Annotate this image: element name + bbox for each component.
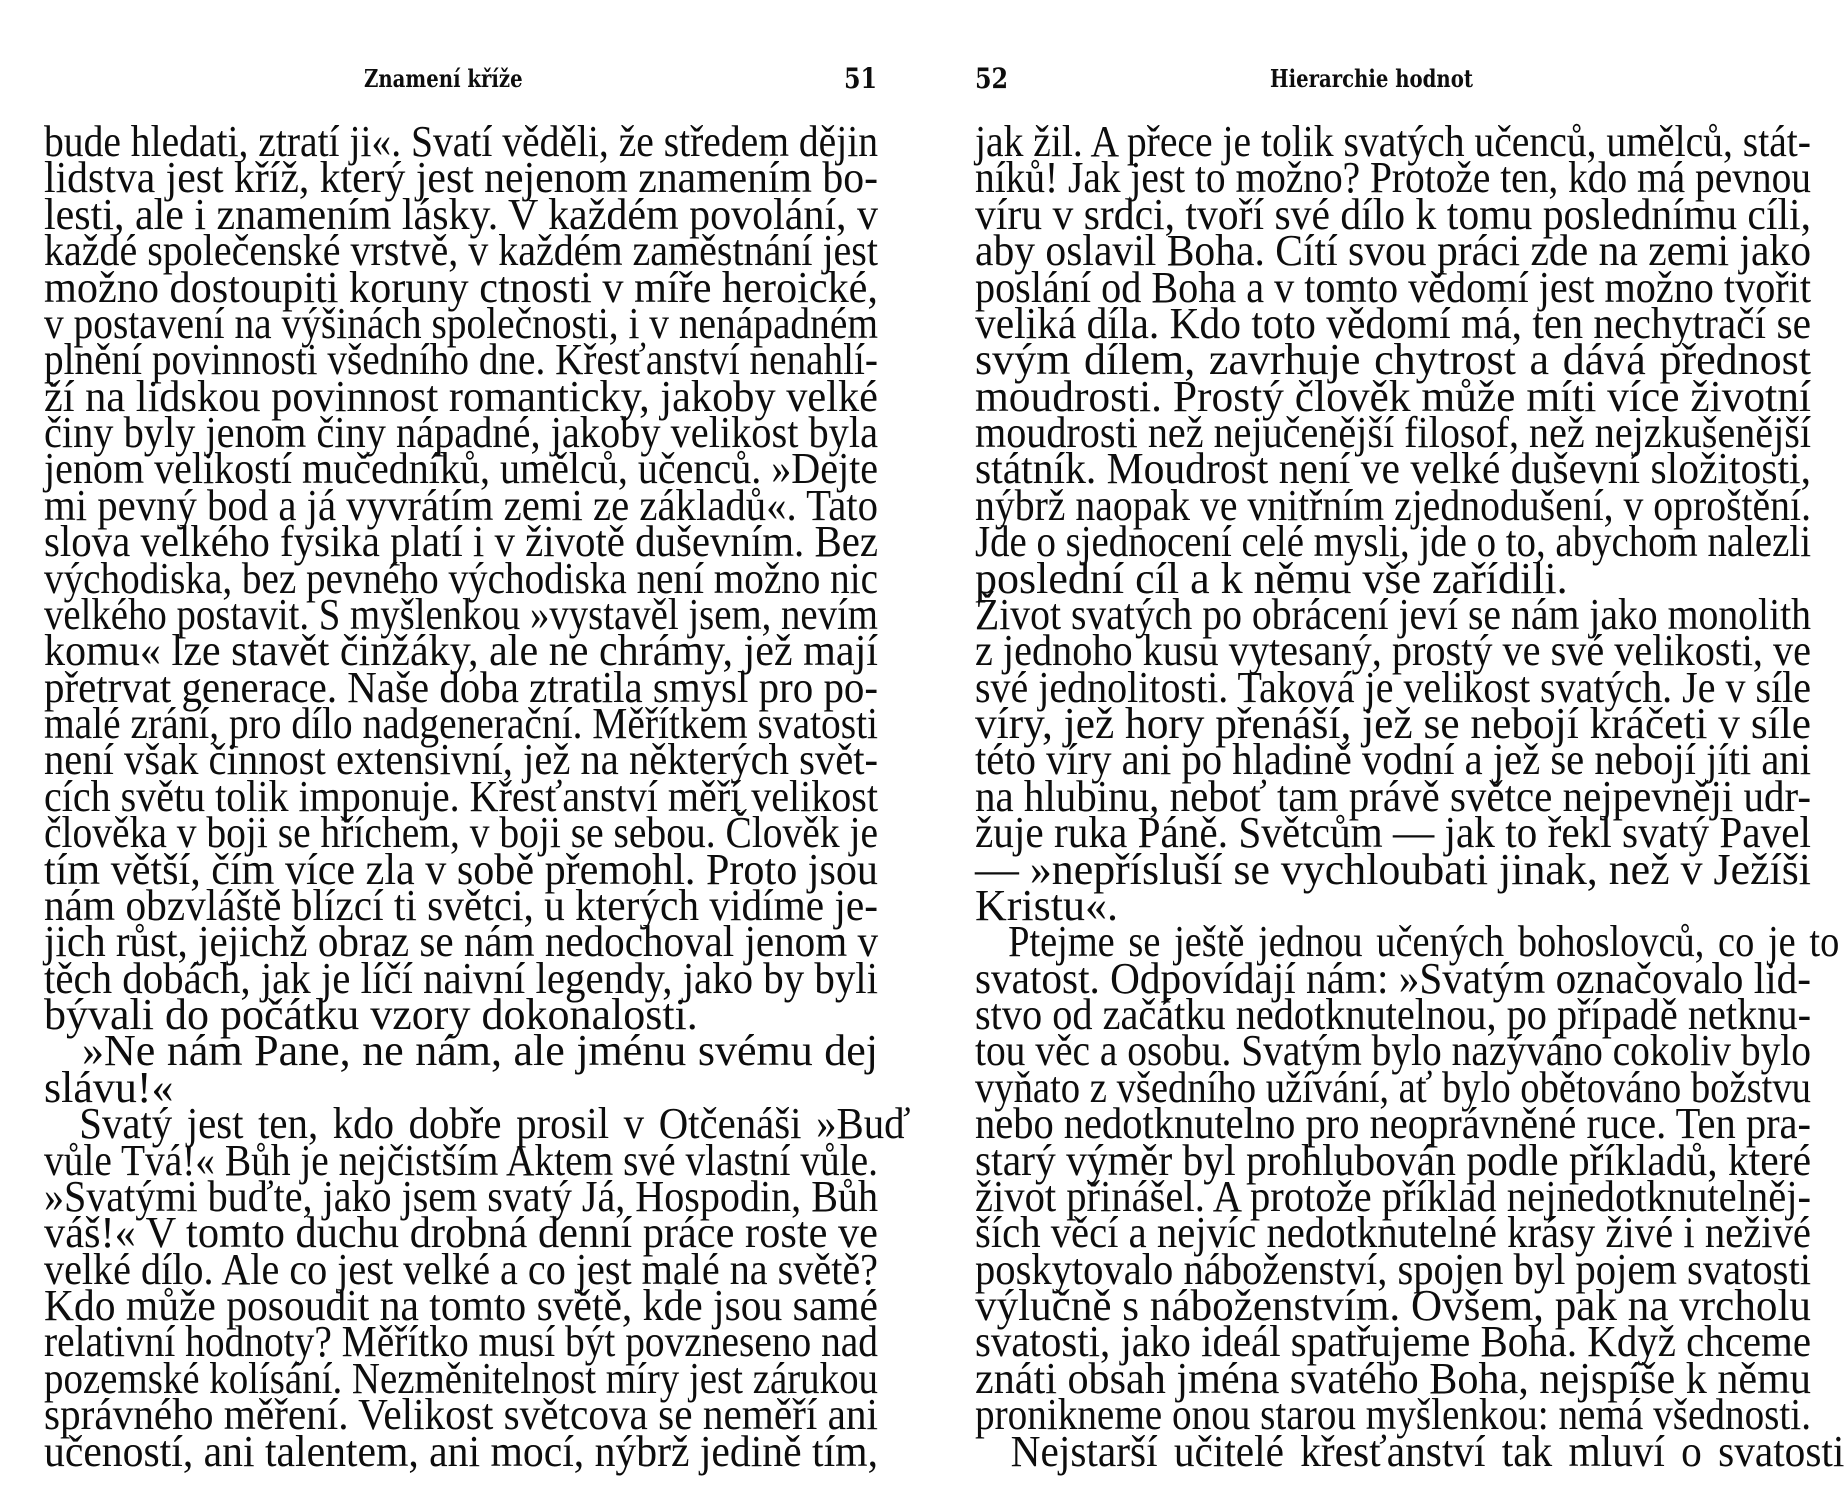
text-line: pozemské kolísání. Nezměnitelnost míry jest zárukou: [44, 1353, 878, 1403]
text-line: »Svatými buďte, jako jsem svatý Já, Hospodin, Bůh: [44, 1171, 878, 1221]
text-line: slova velkého fysika platí i v životě duševním. Bez: [44, 517, 878, 567]
text-line: víry, jež hory přenáší, jež se nebojí kráčeti v síle: [975, 699, 1811, 748]
chapter-title: Znamení kříže: [364, 64, 523, 93]
text-line: komu« lze stavět činžáky, ale ne chrámy, jež mají: [44, 626, 878, 676]
text-line: vyňato z všedního užívání, ať bylo obětováno božstvu: [975, 1062, 1811, 1112]
text-line: Život svatých po obrácení jeví se nám jako monolith: [975, 589, 1811, 639]
text-line: život přinášel. A protože příklad nejnedotknutelněj-: [975, 1171, 1811, 1221]
text-line: bude hledati, ztratí ji«. Svatí věděli, že středem dějin: [44, 117, 878, 166]
text-line: každé společenské vrstvě, v každém zaměstnání jest: [44, 226, 878, 276]
left-page-body-text: [44, 117, 911, 1476]
text-line: relativní hodnoty? Měřítko musí být povzneseno nad: [44, 1317, 878, 1367]
text-line: jich růst, jejichž obraz se nám nedochoval jenom v: [44, 917, 878, 967]
text-line: velkého postavit. S myšlenkou »vystavěl jsem, nevím: [44, 589, 878, 639]
text-line: víru v srdci, tvoří své dílo k tomu poslednímu cíli,: [975, 189, 1811, 239]
text-line: malé zrání, pro dílo nadgenerační. Měřítkem svatosti: [44, 699, 878, 748]
text-line: aby oslavil Boha. Cítí svou práci zde na zemi jako: [975, 226, 1811, 276]
text-line: Kristu«.: [975, 880, 1118, 930]
text-line: stvo od začátku nedotknutelnou, po případě netknu-: [975, 990, 1811, 1039]
text-line: těch dobách, jak je líčí naivní legendy, jako by byli: [44, 953, 878, 1003]
text-line: žuje ruka Páně. Světcům — jak to řekl svatý Pavel: [975, 808, 1811, 858]
text-line: znáti obsah jména svatého Boha, nejspíše k němu: [975, 1353, 1811, 1403]
text-line: ších věcí a nejvíc nedotknutelné krásy živé i neživé: [975, 1208, 1811, 1258]
text-line: nám obzvláště blízcí ti světci, u kterých vidíme je-: [44, 880, 878, 930]
text-line: veliká díla. Kdo toto vědomí má, ten nechytračí se: [975, 298, 1811, 348]
text-line: východiska, bez pevného východiska není možno nic: [44, 553, 878, 603]
text-line: tím větší, čím více zla v sobě přemohl. Proto jsou: [44, 844, 878, 894]
text-line: lesti, ale i znamením lásky. V každém povolání, v: [44, 189, 878, 239]
text-line: vůle Tvá!« Bůh je nejčistším Aktem své vlastní vůle.: [44, 1135, 878, 1185]
text-line: není však činnost extensivní, jež na některých svět-: [44, 735, 878, 785]
page-number: 51: [844, 62, 878, 95]
text-line: nebo nedotknutelno pro neoprávněné ruce. Ten pra-: [975, 1099, 1811, 1149]
text-line: na hlubinu, neboť tam právě světce nejpevněji udr-: [975, 771, 1811, 821]
text-line: pronikneme onou starou myšlenkou: nemá všednosti.: [975, 1390, 1811, 1440]
text-line: — »nepřísluší se vychloubati jinak, než v Ježíši: [975, 844, 1811, 894]
text-line: učeností, ani talentem, ani mocí, nýbrž jedině tím,: [44, 1426, 878, 1476]
page-number: 52: [975, 62, 1009, 95]
text-line: slávu!«: [44, 1062, 174, 1112]
text-line: člověka v boji se hříchem, v boji se sebou. Člověk je: [44, 808, 878, 858]
text-line: svatost. Odpovídají nám: »Svatým označovalo lid-: [975, 953, 1811, 1003]
text-line: jak žil. A přece je tolik svatých učenců, umělců, stát-: [975, 117, 1811, 166]
text-line: tou věc a osobu. Svatým bylo nazýváno cokoliv bylo: [975, 1026, 1811, 1076]
text-line: poslední cíl a k němu vše zařídili.: [975, 553, 1568, 603]
text-line: bývali do počátku vzory dokonalosti.: [44, 990, 698, 1039]
text-line: této víry ani po hladině vodní a jež se nebojí jíti ani: [975, 735, 1811, 785]
text-line: přetrvat generace. Naše doba ztratila smysl pro po-: [44, 662, 878, 712]
text-line: lidstva jest kříž, který jest nejenom znamením bo-: [44, 153, 878, 203]
right-page-body-text: [975, 117, 1845, 1476]
text-line: Svatý jest ten, kdo dobře prosil v Otčenáši »Buď: [79, 1099, 911, 1149]
text-line: Nejstarší učitelé křesťanství tak mluví o svatosti: [1010, 1426, 1845, 1476]
right-page: [975, 0, 1845, 1500]
text-line: činy byly jenom činy nápadné, jakoby velikost byla: [44, 408, 878, 457]
left-running-head: [44, 64, 878, 104]
text-line: starý výměr byl prohlubován podle příkladů, které: [975, 1135, 1811, 1185]
text-line: svatosti, jako ideál spatřujeme Boha. Když chceme: [975, 1317, 1811, 1367]
text-line: poslání od Boha a v tomto vědomí jest možno tvořit: [975, 262, 1811, 312]
text-line: Jde o sjednocení celé mysli, jde o to, abychom nalezli: [975, 517, 1811, 567]
text-line: možno dostoupiti koruny ctnosti v míře heroické,: [44, 262, 878, 312]
text-line: ží na lidskou povinnost romanticky, jakoby velké: [44, 371, 878, 421]
text-line: plnění povinnosti všedního dne. Křesťanství nenahlí-: [44, 335, 878, 385]
text-line: níků! Jak jest to možno? Protože ten, kdo má pevnou: [975, 153, 1811, 203]
text-line: moudrosti než nejučenější filosof, než nejzkušenější: [975, 408, 1811, 457]
text-line: »Ne nám Pane, ne nám, ale jménu svému dej: [82, 1026, 878, 1076]
text-line: moudrosti. Prostý člověk může míti více životní: [975, 371, 1811, 421]
chapter-title: Hierarchie hodnot: [1270, 64, 1473, 93]
text-line: správného měření. Velikost světcova se neměří ani: [44, 1390, 878, 1440]
text-line: výlučně s náboženstvím. Ovšem, pak na vrcholu: [975, 1281, 1811, 1330]
text-line: státník. Moudrost není ve velké duševní složitosti,: [975, 444, 1811, 494]
text-line: mi pevný bod a já vyvrátím zemi ze základů«. Tato: [44, 480, 878, 530]
text-line: váš!« V tomto duchu drobná denní práce roste ve: [44, 1208, 878, 1258]
right-running-head: [975, 64, 1811, 104]
text-line: své jednolitosti. Taková je velikost svatých. Je v síle: [975, 662, 1811, 712]
text-line: cích světu tolik imponuje. Křesťanství měří velikost: [44, 771, 878, 821]
text-line: Kdo může posoudit na tomto světě, kde jsou samé: [44, 1281, 878, 1330]
text-line: svým dílem, zavrhuje chytrost a dává přednost: [975, 335, 1811, 385]
text-line: Ptejme se ještě jednou učených bohoslovců, co je to: [1008, 917, 1840, 967]
text-line: jenom velikostí mučedníků, umělců, učenců. »Dejte: [44, 444, 878, 494]
text-line: v postavení na výšinách společnosti, i v nenápadném: [44, 298, 878, 348]
text-line: z jednoho kusu vytesaný, prostý ve své velikosti, ve: [975, 626, 1811, 676]
text-line: nýbrž naopak ve vnitřním zjednodušení, v oproštění.: [975, 480, 1811, 530]
text-line: poskytovalo náboženství, spojen byl pojem svatosti: [975, 1244, 1811, 1294]
text-line: velké dílo. Ale co jest velké a co jest malé na světě?: [44, 1244, 878, 1294]
left-page: [44, 0, 911, 1500]
